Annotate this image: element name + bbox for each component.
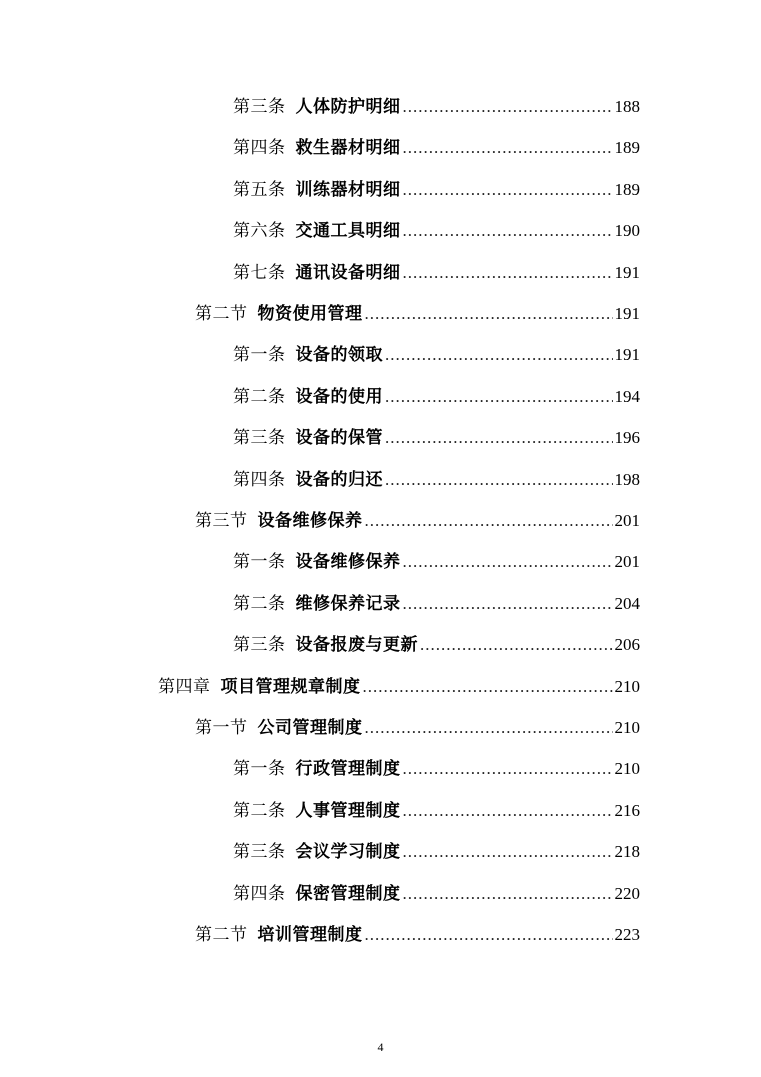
dot-leader (403, 589, 613, 619)
dot-leader (403, 879, 613, 909)
toc-entry-page: 204 (614, 593, 640, 613)
toc-entry-label: 第六条 (233, 221, 286, 242)
toc-entry-label: 第五条 (233, 179, 286, 200)
dot-leader (365, 506, 613, 536)
toc-entry-label: 第四条 (233, 883, 286, 904)
toc-entry-label: 第一条 (233, 552, 286, 573)
dot-leader (403, 754, 613, 784)
dot-leader (403, 175, 613, 205)
toc-entry-label: 第二节 (195, 304, 248, 324)
toc-entry-label: 第四条 (233, 138, 286, 159)
toc-entry-title: 设备的归还 (295, 469, 383, 490)
toc-entry-title: 会议学习制度 (295, 842, 401, 863)
dot-leader (403, 796, 613, 826)
dot-leader (365, 920, 613, 950)
toc-entry-label: 第一条 (233, 345, 286, 366)
toc-entry-page: 220 (614, 883, 640, 903)
toc-entry[interactable] (233, 133, 640, 163)
toc-entry-title: 公司管理制度 (257, 718, 363, 738)
toc-entry-title: 设备报废与更新 (295, 635, 418, 656)
toc-entry-page: 216 (614, 800, 640, 820)
toc-entry-title: 行政管理制度 (295, 759, 401, 780)
dot-leader (403, 92, 613, 122)
toc-entry-title: 设备的保管 (295, 428, 383, 449)
toc-entry[interactable] (233, 382, 640, 412)
dot-leader (420, 630, 613, 660)
dot-leader (385, 382, 613, 412)
dot-leader (403, 837, 613, 867)
toc-entry[interactable] (233, 92, 640, 122)
toc-entry[interactable] (233, 465, 640, 495)
toc-entry-page: 190 (614, 221, 640, 241)
toc-entry-page: 196 (614, 428, 640, 448)
toc-entry-label: 第三条 (233, 428, 286, 449)
toc-entry[interactable] (233, 630, 640, 660)
toc-entry-label: 第三条 (233, 635, 286, 656)
toc-entry-label: 第二条 (233, 386, 286, 407)
dot-leader (403, 258, 613, 288)
toc-entry-page: 198 (614, 469, 640, 489)
toc-entry-label: 第三条 (233, 97, 286, 117)
toc-entry-label: 第一条 (233, 759, 286, 780)
toc-entry-title: 训练器材明细 (295, 179, 401, 200)
toc-entry-title: 人体防护明细 (295, 97, 401, 117)
toc-entry[interactable] (233, 837, 640, 867)
toc-entry-title: 保密管理制度 (295, 883, 401, 904)
toc-entry-page: 201 (614, 511, 640, 530)
toc-entry-page: 201 (614, 552, 640, 572)
toc-entry[interactable] (233, 547, 640, 577)
toc-entry-title: 设备的领取 (295, 345, 383, 366)
toc-entry-label: 第四条 (233, 469, 286, 490)
toc-entry-label: 第七条 (233, 262, 286, 283)
dot-leader (403, 133, 613, 163)
toc-entry-title: 培训管理制度 (257, 925, 363, 945)
toc-entry-title: 交通工具明细 (295, 221, 401, 242)
toc-entry-page: 191 (614, 304, 640, 323)
dot-leader (363, 672, 613, 702)
toc-entry[interactable] (233, 796, 640, 826)
toc-entry-page: 223 (614, 925, 640, 944)
toc-entry-page: 189 (614, 179, 640, 199)
toc-entry-label: 第二节 (195, 925, 248, 945)
toc-entry-page: 188 (614, 97, 640, 116)
toc-entry[interactable] (233, 340, 640, 370)
toc-entry-page: 189 (614, 138, 640, 158)
toc-entry-title: 项目管理规章制度 (220, 676, 361, 697)
toc-entry-label: 第三节 (195, 511, 248, 531)
toc-entry-title: 救生器材明细 (295, 138, 401, 159)
toc-entry-title: 物资使用管理 (257, 304, 363, 324)
toc-entry-title: 设备维修保养 (295, 552, 401, 573)
toc-entry[interactable] (233, 423, 640, 453)
dot-leader (385, 423, 613, 453)
dot-leader (385, 340, 613, 370)
toc-entry-title: 人事管理制度 (295, 800, 401, 821)
toc-entry-page: 206 (614, 635, 640, 655)
toc-entry[interactable] (195, 299, 640, 329)
toc-entry-page: 191 (614, 262, 640, 282)
toc-entry[interactable] (233, 589, 640, 619)
toc-entry-label: 第三条 (233, 842, 286, 863)
toc-entry-label: 第二条 (233, 593, 286, 614)
toc-entry[interactable] (195, 713, 640, 743)
toc-entry-page: 218 (614, 842, 640, 862)
dot-leader (403, 216, 613, 246)
toc-entry-page: 210 (614, 718, 640, 737)
toc-entry-page: 210 (614, 759, 640, 779)
toc-entry[interactable] (195, 506, 640, 536)
toc-entry-title: 维修保养记录 (295, 593, 401, 614)
toc-entry-title: 设备维修保养 (257, 511, 363, 531)
toc-entry[interactable] (233, 879, 640, 909)
toc-entry[interactable] (233, 258, 640, 288)
toc-entry-page: 210 (614, 676, 640, 696)
toc-entry-page: 194 (614, 386, 640, 406)
dot-leader (365, 713, 613, 743)
toc-entry-label: 第一节 (195, 718, 248, 738)
toc-entry[interactable] (233, 754, 640, 784)
toc-entry[interactable] (233, 175, 640, 205)
toc-entry-title: 通讯设备明细 (295, 262, 401, 283)
toc-entry[interactable] (158, 672, 640, 702)
toc-entry[interactable] (195, 920, 640, 950)
dot-leader (385, 465, 613, 495)
page-number: 4 (377, 1040, 384, 1054)
toc-entry-page: 191 (614, 345, 640, 365)
toc-entry[interactable] (233, 216, 640, 246)
dot-leader (403, 547, 613, 577)
toc-entry-label: 第四章 (158, 676, 211, 697)
toc-entry-label: 第二条 (233, 800, 286, 821)
toc-entry-title: 设备的使用 (295, 386, 383, 407)
dot-leader (365, 299, 613, 329)
